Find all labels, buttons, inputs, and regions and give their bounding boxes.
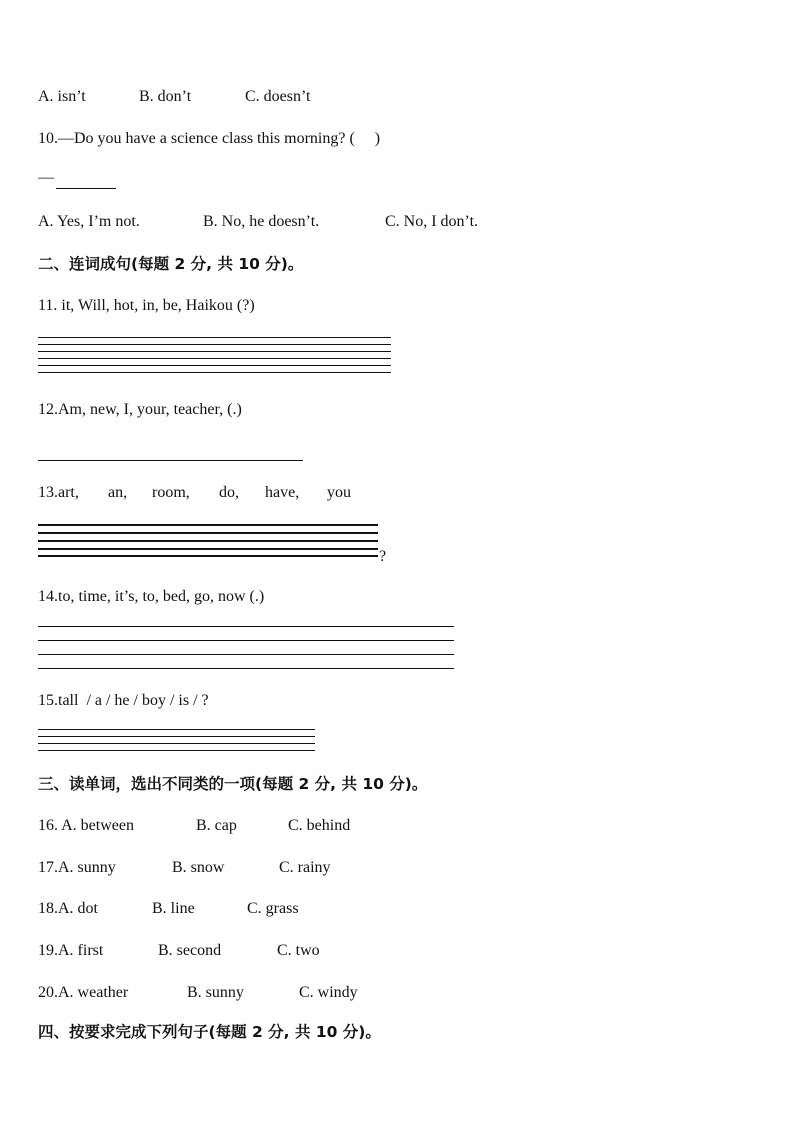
q13-end-mark: ? — [379, 548, 387, 565]
q14-answer-line — [38, 640, 454, 641]
q18-option-b: B. line — [152, 900, 195, 917]
q16-option-c: C. behind — [288, 817, 351, 834]
q14-answer-line — [38, 668, 454, 669]
q11-answer-line — [38, 358, 391, 359]
q11-words: 11. it, Will, hot, in, be, Haikou (?) — [38, 297, 255, 314]
section-4-title: 四、按要求完成下列句子(每题 2 分, 共 10 分)。 — [38, 1023, 381, 1041]
q19-option-b: B. second — [158, 942, 222, 959]
q11-answer-line — [38, 372, 391, 373]
q13-word: you — [327, 484, 351, 501]
q11-answer-line — [38, 365, 391, 366]
q20-option-a: 20.A. weather — [38, 984, 129, 1001]
q13-word: 13.art, — [38, 484, 79, 501]
q17-option-b: B. snow — [172, 859, 225, 876]
q18-option-a: 18.A. dot — [38, 900, 98, 917]
q10-option-a: A. Yes, I’m not. — [38, 213, 140, 230]
q13-word: room, — [152, 484, 190, 501]
q19-option-c: C. two — [277, 942, 320, 959]
q11-answer-line — [38, 351, 391, 352]
q10-option-c: C. No, I don’t. — [385, 213, 479, 230]
q16-option-b: B. cap — [196, 817, 237, 834]
q9-option-c: C. doesn’t — [245, 88, 311, 105]
q20-option-c: C. windy — [299, 984, 358, 1001]
q10-answer-blank — [56, 188, 116, 189]
q15-answer-line — [38, 750, 315, 751]
q19-option-a: 19.A. first — [38, 942, 104, 959]
q20-option-b: B. sunny — [187, 984, 244, 1001]
q14-words: 14.to, time, it’s, to, bed, go, now (.) — [38, 588, 265, 605]
q10-answer-dash: — — [38, 169, 54, 186]
q10-stem: 10.—Do you have a science class this morning? ( ) — [38, 130, 381, 147]
section-2-title: 二、连词成句(每题 2 分, 共 10 分)。 — [38, 255, 304, 273]
q15-answer-line — [38, 736, 315, 737]
q9-option-b: B. don’t — [139, 88, 192, 105]
q13-answer-line — [38, 524, 378, 526]
q12-words: 12.Am, new, I, your, teacher, (.) — [38, 401, 242, 418]
q16-option-a: 16. A. between — [38, 817, 134, 834]
q11-answer-line — [38, 344, 391, 345]
q15-answer-line — [38, 743, 315, 744]
q15-words: 15.tall / a / he / boy / is / ? — [38, 692, 209, 709]
q13-word: have, — [265, 484, 300, 501]
q13-answer-line — [38, 555, 378, 557]
q13-answer-line — [38, 540, 378, 542]
q13-answer-line — [38, 548, 378, 550]
q17-option-c: C. rainy — [279, 859, 331, 876]
q15-answer-line — [38, 729, 315, 730]
q13-word: do, — [219, 484, 239, 501]
q9-option-a: A. isn’t — [38, 88, 86, 105]
q13-answer-line — [38, 532, 378, 534]
q14-answer-line — [38, 626, 454, 627]
q17-option-a: 17.A. sunny — [38, 859, 116, 876]
q12-answer-line — [38, 460, 303, 461]
section-3-title: 三、读单词，选出不同类的一项(每题 2 分, 共 10 分)。 — [38, 775, 428, 793]
q14-answer-line — [38, 654, 454, 655]
q11-answer-line — [38, 337, 391, 338]
q10-option-b: B. No, he doesn’t. — [203, 213, 320, 230]
q18-option-c: C. grass — [247, 900, 299, 917]
q13-word: an, — [108, 484, 128, 501]
